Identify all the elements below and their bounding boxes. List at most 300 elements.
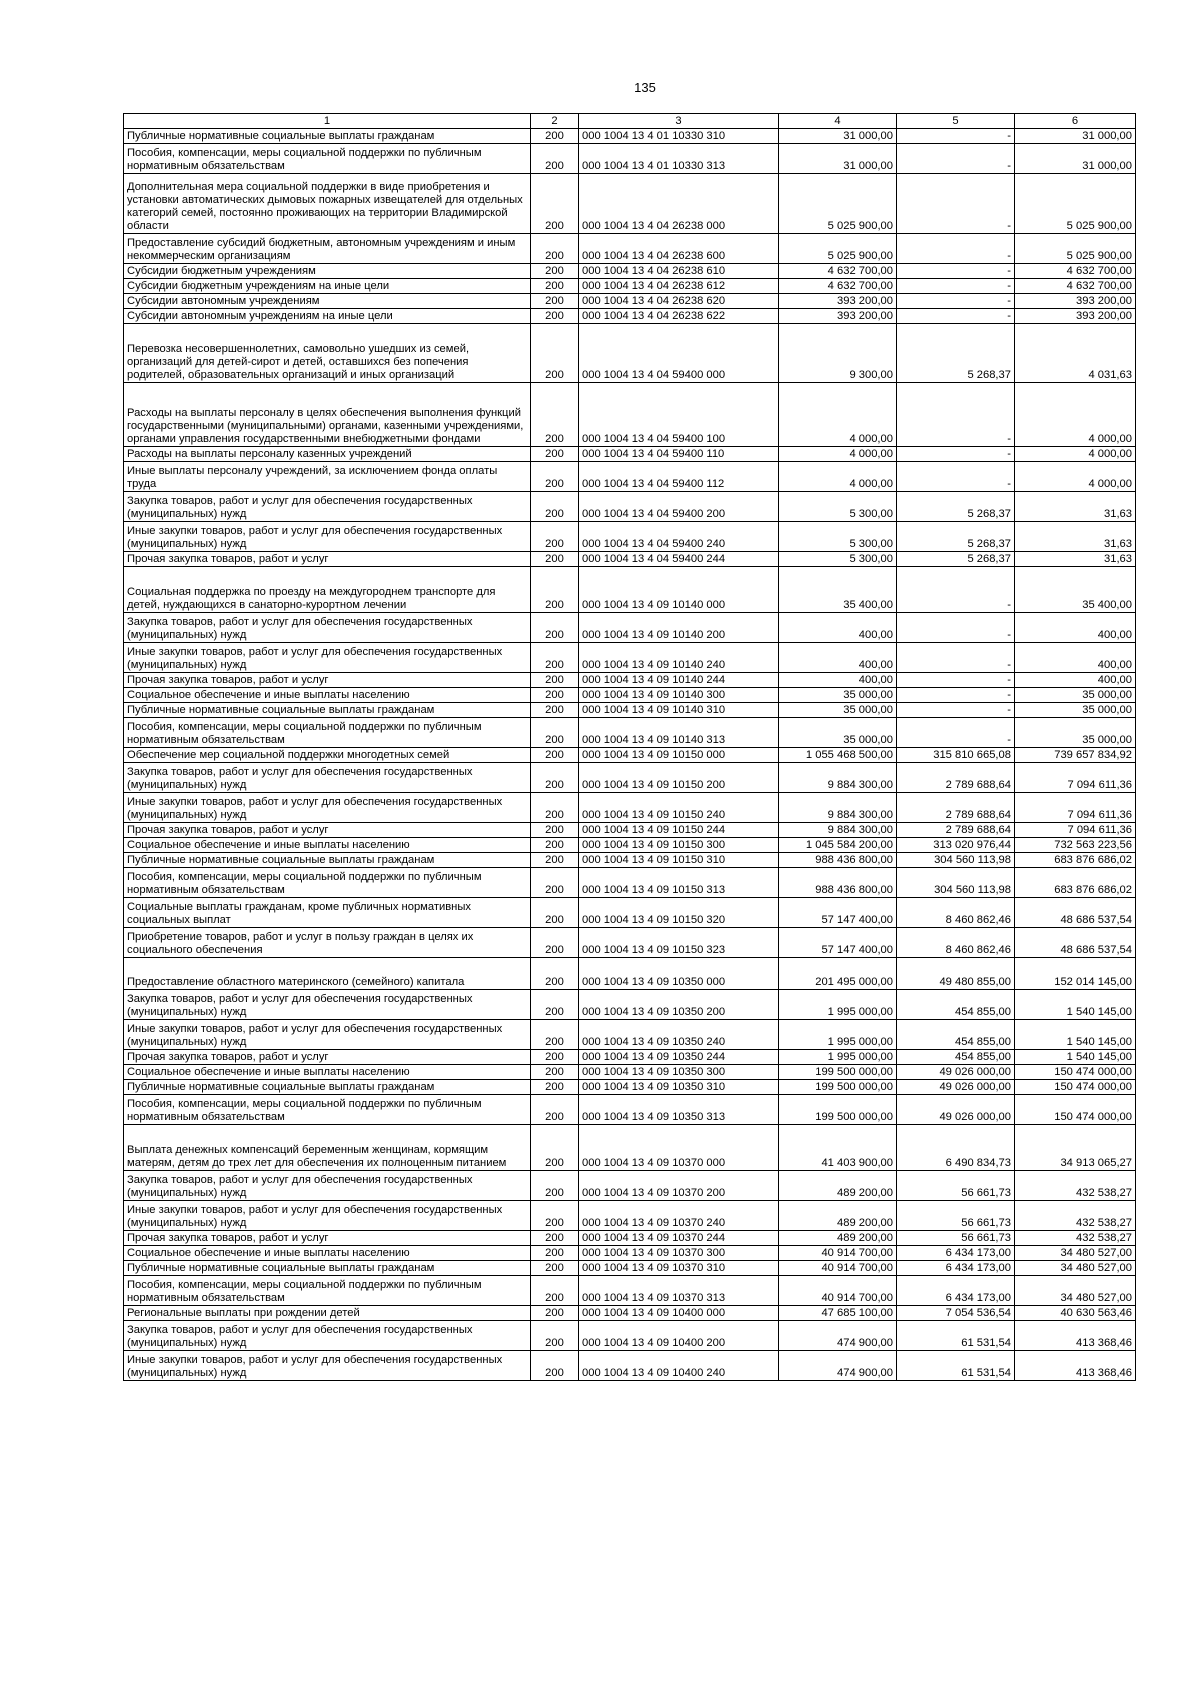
row-code-cell: 000 1004 13 4 04 59400 240 <box>579 522 779 552</box>
table-row <box>124 853 1136 868</box>
row-remaining-cell: 393 200,00 <box>1015 294 1136 309</box>
row-executed-cell: - <box>897 613 1015 643</box>
table-row <box>124 1201 1136 1231</box>
row-executed-cell: 8 460 862,46 <box>897 898 1015 928</box>
table-row <box>124 309 1136 324</box>
row-remaining-cell: 48 686 537,54 <box>1015 928 1136 958</box>
row-name-cell: Социальное обеспечение и иные выплаты населению <box>124 1246 531 1261</box>
row-kbc-cell: 200 <box>531 990 579 1020</box>
row-code-cell: 000 1004 13 4 09 10350 310 <box>579 1080 779 1095</box>
row-name-cell: Прочая закупка товаров, работ и услуг <box>124 673 531 688</box>
row-kbc-cell: 200 <box>531 234 579 264</box>
row-code-cell: 000 1004 13 4 09 10350 240 <box>579 1020 779 1050</box>
row-kbc-cell: 200 <box>531 1020 579 1050</box>
row-name-cell: Приобретение товаров, работ и услуг в пользу граждан в целях их социального обеспечения <box>124 928 531 958</box>
row-name-cell: Пособия, компенсации, меры социальной поддержки по публичным нормативным обязательствам <box>124 718 531 748</box>
row-code-cell: 000 1004 13 4 09 10370 310 <box>579 1261 779 1276</box>
header-col-4: 4 <box>779 114 897 129</box>
row-executed-cell: - <box>897 264 1015 279</box>
row-name-cell: Пособия, компенсации, меры социальной поддержки по публичным нормативным обязательствам <box>124 868 531 898</box>
row-executed-cell: 5 268,37 <box>897 522 1015 552</box>
table-row <box>124 823 1136 838</box>
row-remaining-cell: 1 540 145,00 <box>1015 1020 1136 1050</box>
row-kbc-cell: 200 <box>531 144 579 174</box>
row-plan-cell: 400,00 <box>779 673 897 688</box>
row-executed-cell: - <box>897 294 1015 309</box>
row-kbc-cell: 200 <box>531 174 579 234</box>
row-remaining-cell: 48 686 537,54 <box>1015 898 1136 928</box>
row-executed-cell: 7 054 536,54 <box>897 1306 1015 1321</box>
row-kbc-cell: 200 <box>531 898 579 928</box>
row-kbc-cell: 200 <box>531 688 579 703</box>
row-code-cell: 000 1004 13 4 09 10400 000 <box>579 1306 779 1321</box>
row-remaining-cell: 5 025 900,00 <box>1015 174 1136 234</box>
row-kbc-cell: 200 <box>531 748 579 763</box>
table-row <box>124 462 1136 492</box>
row-remaining-cell: 432 538,27 <box>1015 1201 1136 1231</box>
row-remaining-cell: 4 031,63 <box>1015 324 1136 383</box>
row-kbc-cell: 200 <box>531 928 579 958</box>
row-plan-cell: 988 436 800,00 <box>779 868 897 898</box>
row-plan-cell: 489 200,00 <box>779 1201 897 1231</box>
row-plan-cell: 31 000,00 <box>779 144 897 174</box>
row-plan-cell: 199 500 000,00 <box>779 1095 897 1125</box>
table-row <box>124 1231 1136 1246</box>
table-row <box>124 1020 1136 1050</box>
row-code-cell: 000 1004 13 4 09 10370 244 <box>579 1231 779 1246</box>
row-remaining-cell: 35 400,00 <box>1015 567 1136 613</box>
row-remaining-cell: 35 000,00 <box>1015 718 1136 748</box>
row-remaining-cell: 40 630 563,46 <box>1015 1306 1136 1321</box>
row-executed-cell: 6 434 173,00 <box>897 1261 1015 1276</box>
row-kbc-cell: 200 <box>531 324 579 383</box>
row-name-cell: Предоставление субсидий бюджетным, автономным учреждениям и иным некоммерческим организациям <box>124 234 531 264</box>
table-row <box>124 688 1136 703</box>
row-code-cell: 000 1004 13 4 09 10370 313 <box>579 1276 779 1306</box>
row-plan-cell: 1 995 000,00 <box>779 1050 897 1065</box>
row-plan-cell: 4 632 700,00 <box>779 264 897 279</box>
row-kbc-cell: 200 <box>531 1261 579 1276</box>
row-kbc-cell: 200 <box>531 309 579 324</box>
row-code-cell: 000 1004 13 4 09 10140 244 <box>579 673 779 688</box>
row-remaining-cell: 4 000,00 <box>1015 462 1136 492</box>
row-code-cell: 000 1004 13 4 09 10350 300 <box>579 1065 779 1080</box>
row-remaining-cell: 4 632 700,00 <box>1015 279 1136 294</box>
row-executed-cell: - <box>897 643 1015 673</box>
row-code-cell: 000 1004 13 4 09 10350 244 <box>579 1050 779 1065</box>
row-name-cell: Перевозка несовершеннолетних, самовольно ушедших из семей, организаций для детей-сирот и детей, оставшихся без попечения родителей, образовательных организаций и иных организаций <box>124 324 531 383</box>
row-name-cell: Прочая закупка товаров, работ и услуг <box>124 1231 531 1246</box>
row-executed-cell: 2 789 688,64 <box>897 793 1015 823</box>
row-name-cell: Публичные нормативные социальные выплаты гражданам <box>124 703 531 718</box>
row-kbc-cell: 200 <box>531 763 579 793</box>
row-plan-cell: 199 500 000,00 <box>779 1080 897 1095</box>
row-code-cell: 000 1004 13 4 09 10140 310 <box>579 703 779 718</box>
row-name-cell: Закупка товаров, работ и услуг для обеспечения государственных (муниципальных) нужд <box>124 492 531 522</box>
row-plan-cell: 5 300,00 <box>779 492 897 522</box>
row-remaining-cell: 413 368,46 <box>1015 1351 1136 1381</box>
row-plan-cell: 474 900,00 <box>779 1321 897 1351</box>
row-remaining-cell: 4 632 700,00 <box>1015 264 1136 279</box>
row-plan-cell: 57 147 400,00 <box>779 898 897 928</box>
row-remaining-cell: 7 094 611,36 <box>1015 763 1136 793</box>
header-col-5: 5 <box>897 114 1015 129</box>
row-plan-cell: 35 400,00 <box>779 567 897 613</box>
row-executed-cell: 56 661,73 <box>897 1201 1015 1231</box>
row-remaining-cell: 683 876 686,02 <box>1015 853 1136 868</box>
row-remaining-cell: 31,63 <box>1015 552 1136 567</box>
row-code-cell: 000 1004 13 4 09 10140 200 <box>579 613 779 643</box>
row-code-cell: 000 1004 13 4 04 59400 000 <box>579 324 779 383</box>
row-remaining-cell: 150 474 000,00 <box>1015 1065 1136 1080</box>
row-kbc-cell: 200 <box>531 1246 579 1261</box>
header-col-3: 3 <box>579 114 779 129</box>
row-plan-cell: 9 884 300,00 <box>779 823 897 838</box>
row-name-cell: Субсидии бюджетным учреждениям на иные цели <box>124 279 531 294</box>
row-kbc-cell: 200 <box>531 1050 579 1065</box>
row-plan-cell: 40 914 700,00 <box>779 1246 897 1261</box>
row-kbc-cell: 200 <box>531 958 579 990</box>
row-name-cell: Социальные выплаты гражданам, кроме публичных нормативных социальных выплат <box>124 898 531 928</box>
row-plan-cell: 393 200,00 <box>779 294 897 309</box>
row-executed-cell: - <box>897 567 1015 613</box>
table-row <box>124 1050 1136 1065</box>
table-row <box>124 279 1136 294</box>
header-col-2: 2 <box>531 114 579 129</box>
row-code-cell: 000 1004 13 4 01 10330 313 <box>579 144 779 174</box>
row-code-cell: 000 1004 13 4 04 59400 200 <box>579 492 779 522</box>
row-plan-cell: 41 403 900,00 <box>779 1125 897 1171</box>
row-kbc-cell: 200 <box>531 1080 579 1095</box>
row-remaining-cell: 400,00 <box>1015 673 1136 688</box>
row-code-cell: 000 1004 13 4 04 26238 600 <box>579 234 779 264</box>
row-executed-cell: 304 560 113,98 <box>897 868 1015 898</box>
row-plan-cell: 35 000,00 <box>779 703 897 718</box>
row-code-cell: 000 1004 13 4 09 10370 240 <box>579 1201 779 1231</box>
table-row <box>124 552 1136 567</box>
row-name-cell: Иные закупки товаров, работ и услуг для обеспечения государственных (муниципальных) нужд <box>124 1020 531 1050</box>
row-kbc-cell: 200 <box>531 1276 579 1306</box>
row-remaining-cell: 4 000,00 <box>1015 383 1136 447</box>
row-code-cell: 000 1004 13 4 09 10370 200 <box>579 1171 779 1201</box>
row-remaining-cell: 7 094 611,36 <box>1015 823 1136 838</box>
table-row <box>124 383 1136 447</box>
row-name-cell: Закупка товаров, работ и услуг для обеспечения государственных (муниципальных) нужд <box>124 613 531 643</box>
row-executed-cell: 6 434 173,00 <box>897 1276 1015 1306</box>
table-row <box>124 898 1136 928</box>
row-executed-cell: 61 531,54 <box>897 1321 1015 1351</box>
table-row <box>124 264 1136 279</box>
row-kbc-cell: 200 <box>531 868 579 898</box>
row-kbc-cell: 200 <box>531 1125 579 1171</box>
row-plan-cell: 4 000,00 <box>779 462 897 492</box>
row-kbc-cell: 200 <box>531 838 579 853</box>
row-executed-cell: - <box>897 703 1015 718</box>
row-kbc-cell: 200 <box>531 793 579 823</box>
row-remaining-cell: 31 000,00 <box>1015 129 1136 144</box>
row-plan-cell: 1 055 468 500,00 <box>779 748 897 763</box>
table-row <box>124 643 1136 673</box>
table-row <box>124 294 1136 309</box>
row-executed-cell: 313 020 976,44 <box>897 838 1015 853</box>
table-row <box>124 718 1136 748</box>
row-executed-cell: 315 810 665,08 <box>897 748 1015 763</box>
row-executed-cell: 454 855,00 <box>897 1020 1015 1050</box>
row-name-cell: Иные закупки товаров, работ и услуг для обеспечения государственных (муниципальных) нужд <box>124 643 531 673</box>
row-code-cell: 000 1004 13 4 09 10140 300 <box>579 688 779 703</box>
row-executed-cell: 61 531,54 <box>897 1351 1015 1381</box>
row-name-cell: Прочая закупка товаров, работ и услуг <box>124 823 531 838</box>
table-row <box>124 838 1136 853</box>
row-executed-cell: 49 480 855,00 <box>897 958 1015 990</box>
row-executed-cell: - <box>897 144 1015 174</box>
table-row <box>124 1306 1136 1321</box>
row-executed-cell: - <box>897 447 1015 462</box>
row-name-cell: Социальная поддержка по проезду на междугороднем транспорте для детей, нуждающихся в санаторно-курортном лечении <box>124 567 531 613</box>
row-name-cell: Пособия, компенсации, меры социальной поддержки по публичным нормативным обязательствам <box>124 1095 531 1125</box>
row-executed-cell: - <box>897 383 1015 447</box>
row-name-cell: Публичные нормативные социальные выплаты гражданам <box>124 129 531 144</box>
row-name-cell: Региональные выплаты при рождении детей <box>124 1306 531 1321</box>
row-plan-cell: 1 995 000,00 <box>779 1020 897 1050</box>
row-remaining-cell: 34 913 065,27 <box>1015 1125 1136 1171</box>
row-code-cell: 000 1004 13 4 09 10140 000 <box>579 567 779 613</box>
row-name-cell: Пособия, компенсации, меры социальной поддержки по публичным нормативным обязательствам <box>124 1276 531 1306</box>
row-name-cell: Публичные нормативные социальные выплаты гражданам <box>124 853 531 868</box>
table-row <box>124 129 1136 144</box>
row-code-cell: 000 1004 13 4 04 59400 100 <box>579 383 779 447</box>
row-code-cell: 000 1004 13 4 09 10350 000 <box>579 958 779 990</box>
row-code-cell: 000 1004 13 4 09 10150 313 <box>579 868 779 898</box>
row-executed-cell: - <box>897 462 1015 492</box>
row-remaining-cell: 34 480 527,00 <box>1015 1246 1136 1261</box>
row-kbc-cell: 200 <box>531 1231 579 1246</box>
table-row <box>124 144 1136 174</box>
row-remaining-cell: 732 563 223,56 <box>1015 838 1136 853</box>
row-plan-cell: 4 000,00 <box>779 383 897 447</box>
row-executed-cell: 5 268,37 <box>897 324 1015 383</box>
table-row <box>124 1171 1136 1201</box>
row-code-cell: 000 1004 13 4 09 10400 240 <box>579 1351 779 1381</box>
row-executed-cell: - <box>897 279 1015 294</box>
row-kbc-cell: 200 <box>531 522 579 552</box>
row-plan-cell: 5 300,00 <box>779 552 897 567</box>
row-plan-cell: 1 995 000,00 <box>779 990 897 1020</box>
row-remaining-cell: 683 876 686,02 <box>1015 868 1136 898</box>
row-kbc-cell: 200 <box>531 447 579 462</box>
row-name-cell: Закупка товаров, работ и услуг для обеспечения государственных (муниципальных) нужд <box>124 763 531 793</box>
row-code-cell: 000 1004 13 4 04 59400 112 <box>579 462 779 492</box>
row-remaining-cell: 35 000,00 <box>1015 688 1136 703</box>
row-remaining-cell: 7 094 611,36 <box>1015 793 1136 823</box>
row-code-cell: 000 1004 13 4 09 10150 240 <box>579 793 779 823</box>
row-plan-cell: 9 300,00 <box>779 324 897 383</box>
row-plan-cell: 5 300,00 <box>779 522 897 552</box>
row-code-cell: 000 1004 13 4 09 10370 000 <box>579 1125 779 1171</box>
row-name-cell: Дополнительная мера социальной поддержки в виде приобретения и установки автоматических дымовых пожарных извещателей для отдельных категорий семей, постоянно проживающих на территории Владимирской области <box>124 174 531 234</box>
row-kbc-cell: 200 <box>531 1065 579 1080</box>
row-name-cell: Предоставление областного материнского (семейного) капитала <box>124 958 531 990</box>
row-name-cell: Закупка товаров, работ и услуг для обеспечения государственных (муниципальных) нужд <box>124 990 531 1020</box>
row-name-cell: Расходы на выплаты персоналу казенных учреждений <box>124 447 531 462</box>
row-code-cell: 000 1004 13 4 04 59400 110 <box>579 447 779 462</box>
row-name-cell: Социальное обеспечение и иные выплаты населению <box>124 1065 531 1080</box>
row-remaining-cell: 31,63 <box>1015 492 1136 522</box>
row-plan-cell: 474 900,00 <box>779 1351 897 1381</box>
row-executed-cell: - <box>897 718 1015 748</box>
row-remaining-cell: 31,63 <box>1015 522 1136 552</box>
row-remaining-cell: 393 200,00 <box>1015 309 1136 324</box>
row-code-cell: 000 1004 13 4 04 26238 610 <box>579 264 779 279</box>
row-plan-cell: 489 200,00 <box>779 1231 897 1246</box>
row-kbc-cell: 200 <box>531 294 579 309</box>
row-executed-cell: 5 268,37 <box>897 492 1015 522</box>
row-executed-cell: 56 661,73 <box>897 1171 1015 1201</box>
table-body <box>124 129 1136 1381</box>
row-plan-cell: 40 914 700,00 <box>779 1261 897 1276</box>
row-plan-cell: 35 000,00 <box>779 718 897 748</box>
row-plan-cell: 31 000,00 <box>779 129 897 144</box>
row-kbc-cell: 200 <box>531 1171 579 1201</box>
row-kbc-cell: 200 <box>531 129 579 144</box>
row-executed-cell: 8 460 862,46 <box>897 928 1015 958</box>
row-name-cell: Прочая закупка товаров, работ и услуг <box>124 552 531 567</box>
row-kbc-cell: 200 <box>531 279 579 294</box>
row-remaining-cell: 35 000,00 <box>1015 703 1136 718</box>
row-code-cell: 000 1004 13 4 04 26238 000 <box>579 174 779 234</box>
row-remaining-cell: 432 538,27 <box>1015 1171 1136 1201</box>
table-row <box>124 1125 1136 1171</box>
table-row <box>124 1351 1136 1381</box>
row-name-cell: Публичные нормативные социальные выплаты гражданам <box>124 1261 531 1276</box>
table-row <box>124 748 1136 763</box>
row-executed-cell: - <box>897 129 1015 144</box>
row-remaining-cell: 400,00 <box>1015 613 1136 643</box>
row-executed-cell: - <box>897 174 1015 234</box>
row-code-cell: 000 1004 13 4 09 10150 000 <box>579 748 779 763</box>
row-executed-cell: 454 855,00 <box>897 990 1015 1020</box>
row-code-cell: 000 1004 13 4 04 26238 620 <box>579 294 779 309</box>
row-code-cell: 000 1004 13 4 09 10150 323 <box>579 928 779 958</box>
row-name-cell: Социальное обеспечение и иные выплаты населению <box>124 688 531 703</box>
row-kbc-cell: 200 <box>531 1201 579 1231</box>
row-plan-cell: 40 914 700,00 <box>779 1276 897 1306</box>
row-kbc-cell: 200 <box>531 492 579 522</box>
row-plan-cell: 400,00 <box>779 643 897 673</box>
row-code-cell: 000 1004 13 4 09 10150 320 <box>579 898 779 928</box>
row-code-cell: 000 1004 13 4 09 10140 240 <box>579 643 779 673</box>
row-executed-cell: - <box>897 688 1015 703</box>
row-remaining-cell: 152 014 145,00 <box>1015 958 1136 990</box>
row-code-cell: 000 1004 13 4 04 26238 622 <box>579 309 779 324</box>
row-name-cell: Иные выплаты персоналу учреждений, за исключением фонда оплаты труда <box>124 462 531 492</box>
row-remaining-cell: 1 540 145,00 <box>1015 1050 1136 1065</box>
table-row <box>124 868 1136 898</box>
header-col-1: 1 <box>124 114 531 129</box>
row-executed-cell: 49 026 000,00 <box>897 1095 1015 1125</box>
row-code-cell: 000 1004 13 4 01 10330 310 <box>579 129 779 144</box>
row-name-cell: Обеспечение мер социальной поддержки многодетных семей <box>124 748 531 763</box>
row-executed-cell: 2 789 688,64 <box>897 823 1015 838</box>
row-kbc-cell: 200 <box>531 703 579 718</box>
row-executed-cell: 5 268,37 <box>897 552 1015 567</box>
row-name-cell: Иные закупки товаров, работ и услуг для обеспечения государственных (муниципальных) нужд <box>124 1351 531 1381</box>
row-plan-cell: 1 045 584 200,00 <box>779 838 897 853</box>
table-row <box>124 958 1136 990</box>
row-kbc-cell: 200 <box>531 264 579 279</box>
table-row <box>124 1261 1136 1276</box>
row-kbc-cell: 200 <box>531 383 579 447</box>
row-plan-cell: 988 436 800,00 <box>779 853 897 868</box>
row-kbc-cell: 200 <box>531 613 579 643</box>
row-kbc-cell: 200 <box>531 552 579 567</box>
row-plan-cell: 9 884 300,00 <box>779 763 897 793</box>
table-row <box>124 1276 1136 1306</box>
table-row <box>124 324 1136 383</box>
row-name-cell: Публичные нормативные социальные выплаты гражданам <box>124 1080 531 1095</box>
table-row <box>124 763 1136 793</box>
row-name-cell: Расходы на выплаты персоналу в целях обеспечения выполнения функций государственными (муниципальными) органами, казенными учреждениями, органами управления государственными внебюджетными фондами <box>124 383 531 447</box>
row-code-cell: 000 1004 13 4 09 10350 313 <box>579 1095 779 1125</box>
row-code-cell: 000 1004 13 4 04 59400 244 <box>579 552 779 567</box>
row-plan-cell: 489 200,00 <box>779 1171 897 1201</box>
row-plan-cell: 35 000,00 <box>779 688 897 703</box>
row-plan-cell: 4 632 700,00 <box>779 279 897 294</box>
row-kbc-cell: 200 <box>531 718 579 748</box>
row-plan-cell: 57 147 400,00 <box>779 928 897 958</box>
row-name-cell: Субсидии бюджетным учреждениям <box>124 264 531 279</box>
row-plan-cell: 393 200,00 <box>779 309 897 324</box>
row-remaining-cell: 413 368,46 <box>1015 1321 1136 1351</box>
row-remaining-cell: 5 025 900,00 <box>1015 234 1136 264</box>
table-row <box>124 492 1136 522</box>
row-executed-cell: 6 490 834,73 <box>897 1125 1015 1171</box>
row-code-cell: 000 1004 13 4 09 10350 200 <box>579 990 779 1020</box>
row-name-cell: Субсидии автономным учреждениям <box>124 294 531 309</box>
page-number: 135 <box>634 80 656 95</box>
row-code-cell: 000 1004 13 4 09 10150 244 <box>579 823 779 838</box>
row-code-cell: 000 1004 13 4 09 10150 200 <box>579 763 779 793</box>
row-name-cell: Субсидии автономным учреждениям на иные цели <box>124 309 531 324</box>
row-kbc-cell: 200 <box>531 1351 579 1381</box>
table-row <box>124 990 1136 1020</box>
table-row <box>124 928 1136 958</box>
row-executed-cell: 49 026 000,00 <box>897 1065 1015 1080</box>
row-code-cell: 000 1004 13 4 04 26238 612 <box>579 279 779 294</box>
budget-table <box>123 113 1136 1381</box>
row-name-cell: Закупка товаров, работ и услуг для обеспечения государственных (муниципальных) нужд <box>124 1321 531 1351</box>
header-col-6: 6 <box>1015 114 1136 129</box>
table-row <box>124 567 1136 613</box>
row-remaining-cell: 31 000,00 <box>1015 144 1136 174</box>
row-executed-cell: 2 789 688,64 <box>897 763 1015 793</box>
row-plan-cell: 9 884 300,00 <box>779 793 897 823</box>
table-row <box>124 174 1136 234</box>
row-plan-cell: 199 500 000,00 <box>779 1065 897 1080</box>
row-executed-cell: 56 661,73 <box>897 1231 1015 1246</box>
table-row <box>124 613 1136 643</box>
row-remaining-cell: 400,00 <box>1015 643 1136 673</box>
row-name-cell: Прочая закупка товаров, работ и услуг <box>124 1050 531 1065</box>
row-executed-cell: - <box>897 309 1015 324</box>
row-code-cell: 000 1004 13 4 09 10140 313 <box>579 718 779 748</box>
row-kbc-cell: 200 <box>531 853 579 868</box>
row-executed-cell: 304 560 113,98 <box>897 853 1015 868</box>
table-row <box>124 447 1136 462</box>
row-name-cell: Иные закупки товаров, работ и услуг для обеспечения государственных (муниципальных) нужд <box>124 522 531 552</box>
row-remaining-cell: 150 474 000,00 <box>1015 1095 1136 1125</box>
row-kbc-cell: 200 <box>531 462 579 492</box>
